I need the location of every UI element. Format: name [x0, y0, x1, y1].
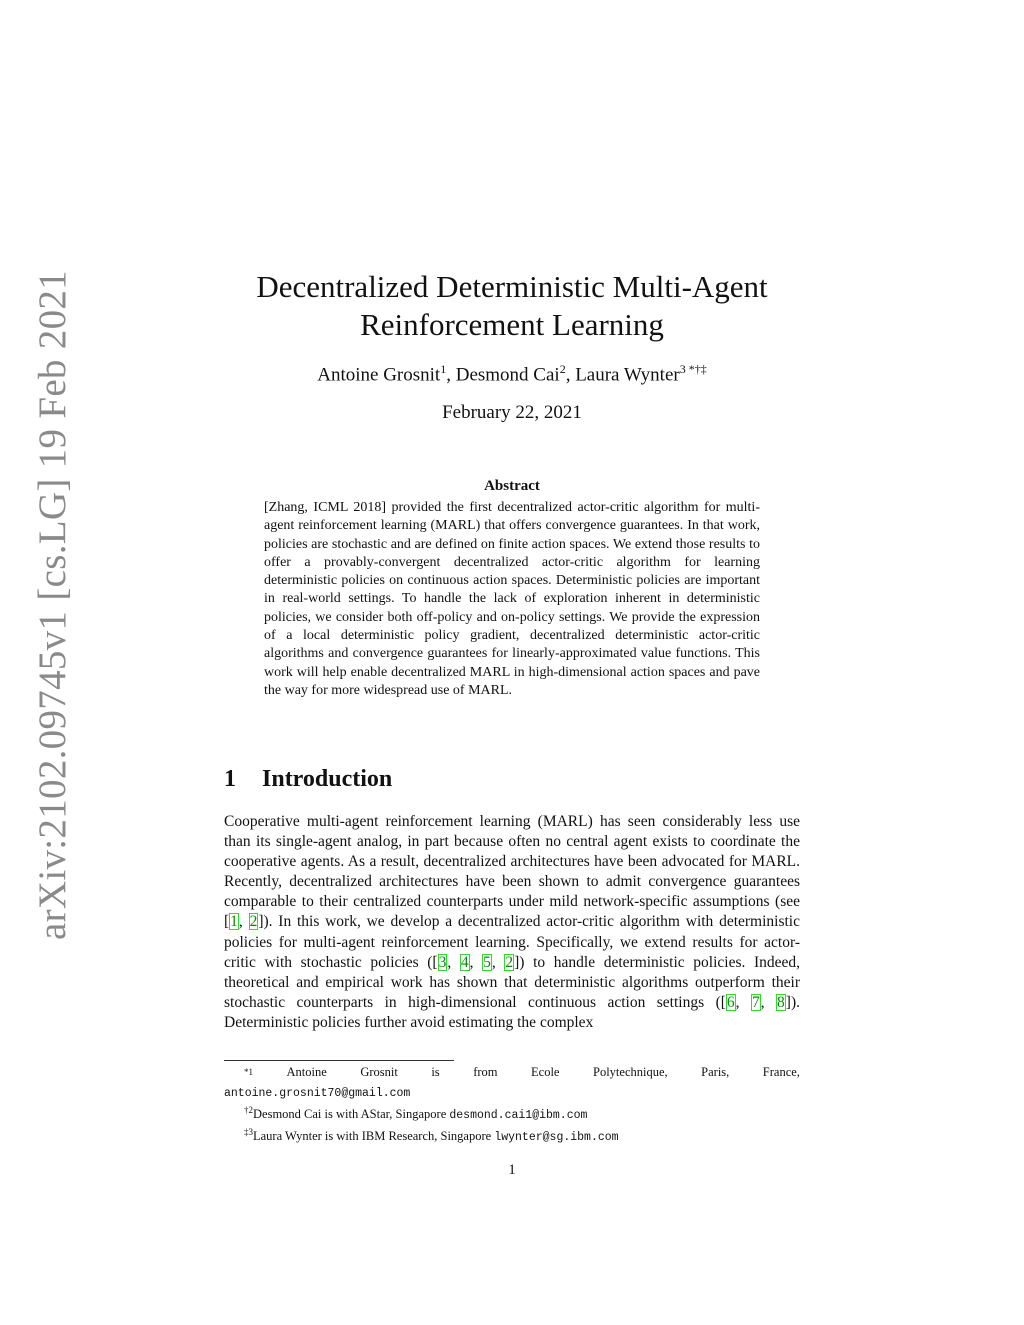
intro-text: ). In this work, we develop a decentralized actor-critic algorithm with deterministic policies for multi-agent reinforcement learning. Specifically, we extend results for actor-critic with stochastic policies ( — [224, 913, 800, 971]
footnote-word: is — [431, 1065, 440, 1079]
author-mark: 1 — [440, 362, 447, 376]
footnote-divider — [224, 1060, 454, 1061]
author-name: Laura Wynter — [575, 364, 680, 386]
section-number: 1 — [224, 766, 236, 792]
footnote-text: Laura Wynter is with IBM Research, Singapore — [253, 1129, 495, 1144]
section-title: Introduction — [262, 766, 393, 792]
author-list: Antoine Grosnit$^1$, Desmond Cai$^2$, Laura Wynter$^{3 *\dagger\ddagger}$ — [317, 362, 707, 386]
citation-link[interactable]: 2 — [249, 913, 258, 931]
email-address[interactable]: desmond.cai1@ibm.com — [449, 1109, 588, 1123]
abstract-body: [Zhang, ICML 2018] provided the first decentralized actor-critic algorithm for multi-agent reinforcement learning (MARL) that offers convergence guarantees. In that work, policies are stochastic and are defined on finite action spaces. We extend those results to offer a provably-convergent decentralized actor-critic algorithm for learning deterministic policies on continuous action spaces. Deterministic policies are important in real-world settings. To handle the lack of exploration inherent in deterministic policies, we consider both off-policy and on-policy settings. We provide the expression of a local deterministic policy gradient, decentralized deterministic actor-critic algorithms and convergence guarantees for linearly-approximated value functions. This work will help enable decentralized MARL in high-dimensional action spaces and pave the way for more widespread use of MARL. — [264, 500, 760, 698]
citation-link[interactable]: 3 — [438, 953, 447, 971]
author-mark: 3 *†‡ — [679, 362, 707, 376]
author-name: Desmond Cai — [455, 364, 560, 386]
footnote-3 — [224, 1124, 800, 1146]
author-name: Antoine Grosnit — [317, 364, 441, 386]
intro-text: ). Deterministic policies further avoid estimating the complex — [224, 993, 800, 1031]
footnote-word: Paris, — [701, 1065, 730, 1079]
citation-link[interactable]: 7 — [751, 993, 760, 1011]
footnote-2 — [224, 1102, 800, 1124]
citation-link[interactable]: 5 — [483, 953, 491, 971]
intro-text: Cooperative multi-agent reinforcement learning (MARL) has seen considerably less use than its single-agent analog, in part because often no central agent exists to coordinate the cooperative agents. As a result, decentralized architectures have been advocated for MARL. Recently, decentralized architectures have been shown to admit convergence guarantees comparable to their centralized counterparts under mild network-specific assumptions (see — [224, 813, 800, 911]
paper-date: February 22, 2021 — [442, 402, 582, 423]
paper-title — [0, 268, 1024, 344]
footnote-1-email — [224, 1084, 800, 1102]
title-line-2: Reinforcement Learning — [360, 307, 664, 342]
arxiv-identifier: arXiv:2102.09745v1 [cs.LG] 19 Feb 2021 — [31, 270, 74, 940]
footnotes — [224, 1064, 800, 1146]
author-mark: 2 — [559, 362, 566, 376]
footnote-text: Desmond Cai is with AStar, Singapore — [253, 1107, 450, 1122]
citation-link[interactable]: 8 — [777, 993, 785, 1011]
citation-link[interactable]: 2 — [505, 953, 514, 971]
section-heading — [224, 766, 392, 793]
citation-link[interactable]: 6 — [726, 993, 735, 1011]
footnote-word: Antoine — [286, 1065, 327, 1079]
citation-link[interactable]: 4 — [460, 953, 469, 971]
footnote-word — [244, 1064, 253, 1084]
footnote-1 — [224, 1064, 800, 1084]
footnote-mark: †2 — [244, 1105, 253, 1116]
footnote-mark: *1 — [244, 1067, 253, 1077]
abstract-heading: Abstract — [484, 478, 540, 494]
footnote-word: Polytechnique, — [593, 1065, 668, 1079]
citation-link[interactable]: 1 — [230, 913, 238, 931]
email-address[interactable]: antoine.grosnit70@gmail.com — [224, 1087, 411, 1101]
footnote-word: Ecole — [531, 1065, 560, 1079]
introduction-paragraph: Cooperative multi-agent reinforcement learning (MARL) has seen considerably less use than its single-agent analog, in part because often no central agent exists to coordinate the cooperative agents. As a result, decentralized architectures have been advocated for MARL. Recently, decentralized architectures have been shown to admit convergence guarantees comparable to their centralized counterparts under mild network-specific assumptions (see [1, 2]). In this work, we develop a decentralized actor-critic algorithm with deterministic policies for multi-agent reinforcement learning. Specifically, we extend results for actor-critic with stochastic policies ([3, 4, 5, 2]) to handle deterministic policies. Indeed, theoretical and empirical work has shown that deterministic algorithms outperform their stochastic counterparts in high-dimensional continuous action settings ([6, 7, 8]). Deterministic policies further avoid estimating the complex — [224, 813, 801, 1031]
footnote-word: Grosnit — [360, 1065, 398, 1079]
intro-text: ) to handle deterministic policies. Indeed, theoretical and empirical work has shown that deterministic algorithms outperform their stochastic counterparts in high-dimensional continuous action settings ( — [224, 953, 801, 1011]
footnote-word: from — [473, 1065, 498, 1079]
page-number: 1 — [508, 1162, 516, 1178]
email-address[interactable]: lwynter@sg.ibm.com — [494, 1131, 619, 1145]
title-line-1: Decentralized Deterministic Multi-Agent — [256, 269, 768, 304]
footnote-word: France, — [762, 1065, 800, 1079]
footnote-mark: ‡3 — [244, 1127, 253, 1138]
